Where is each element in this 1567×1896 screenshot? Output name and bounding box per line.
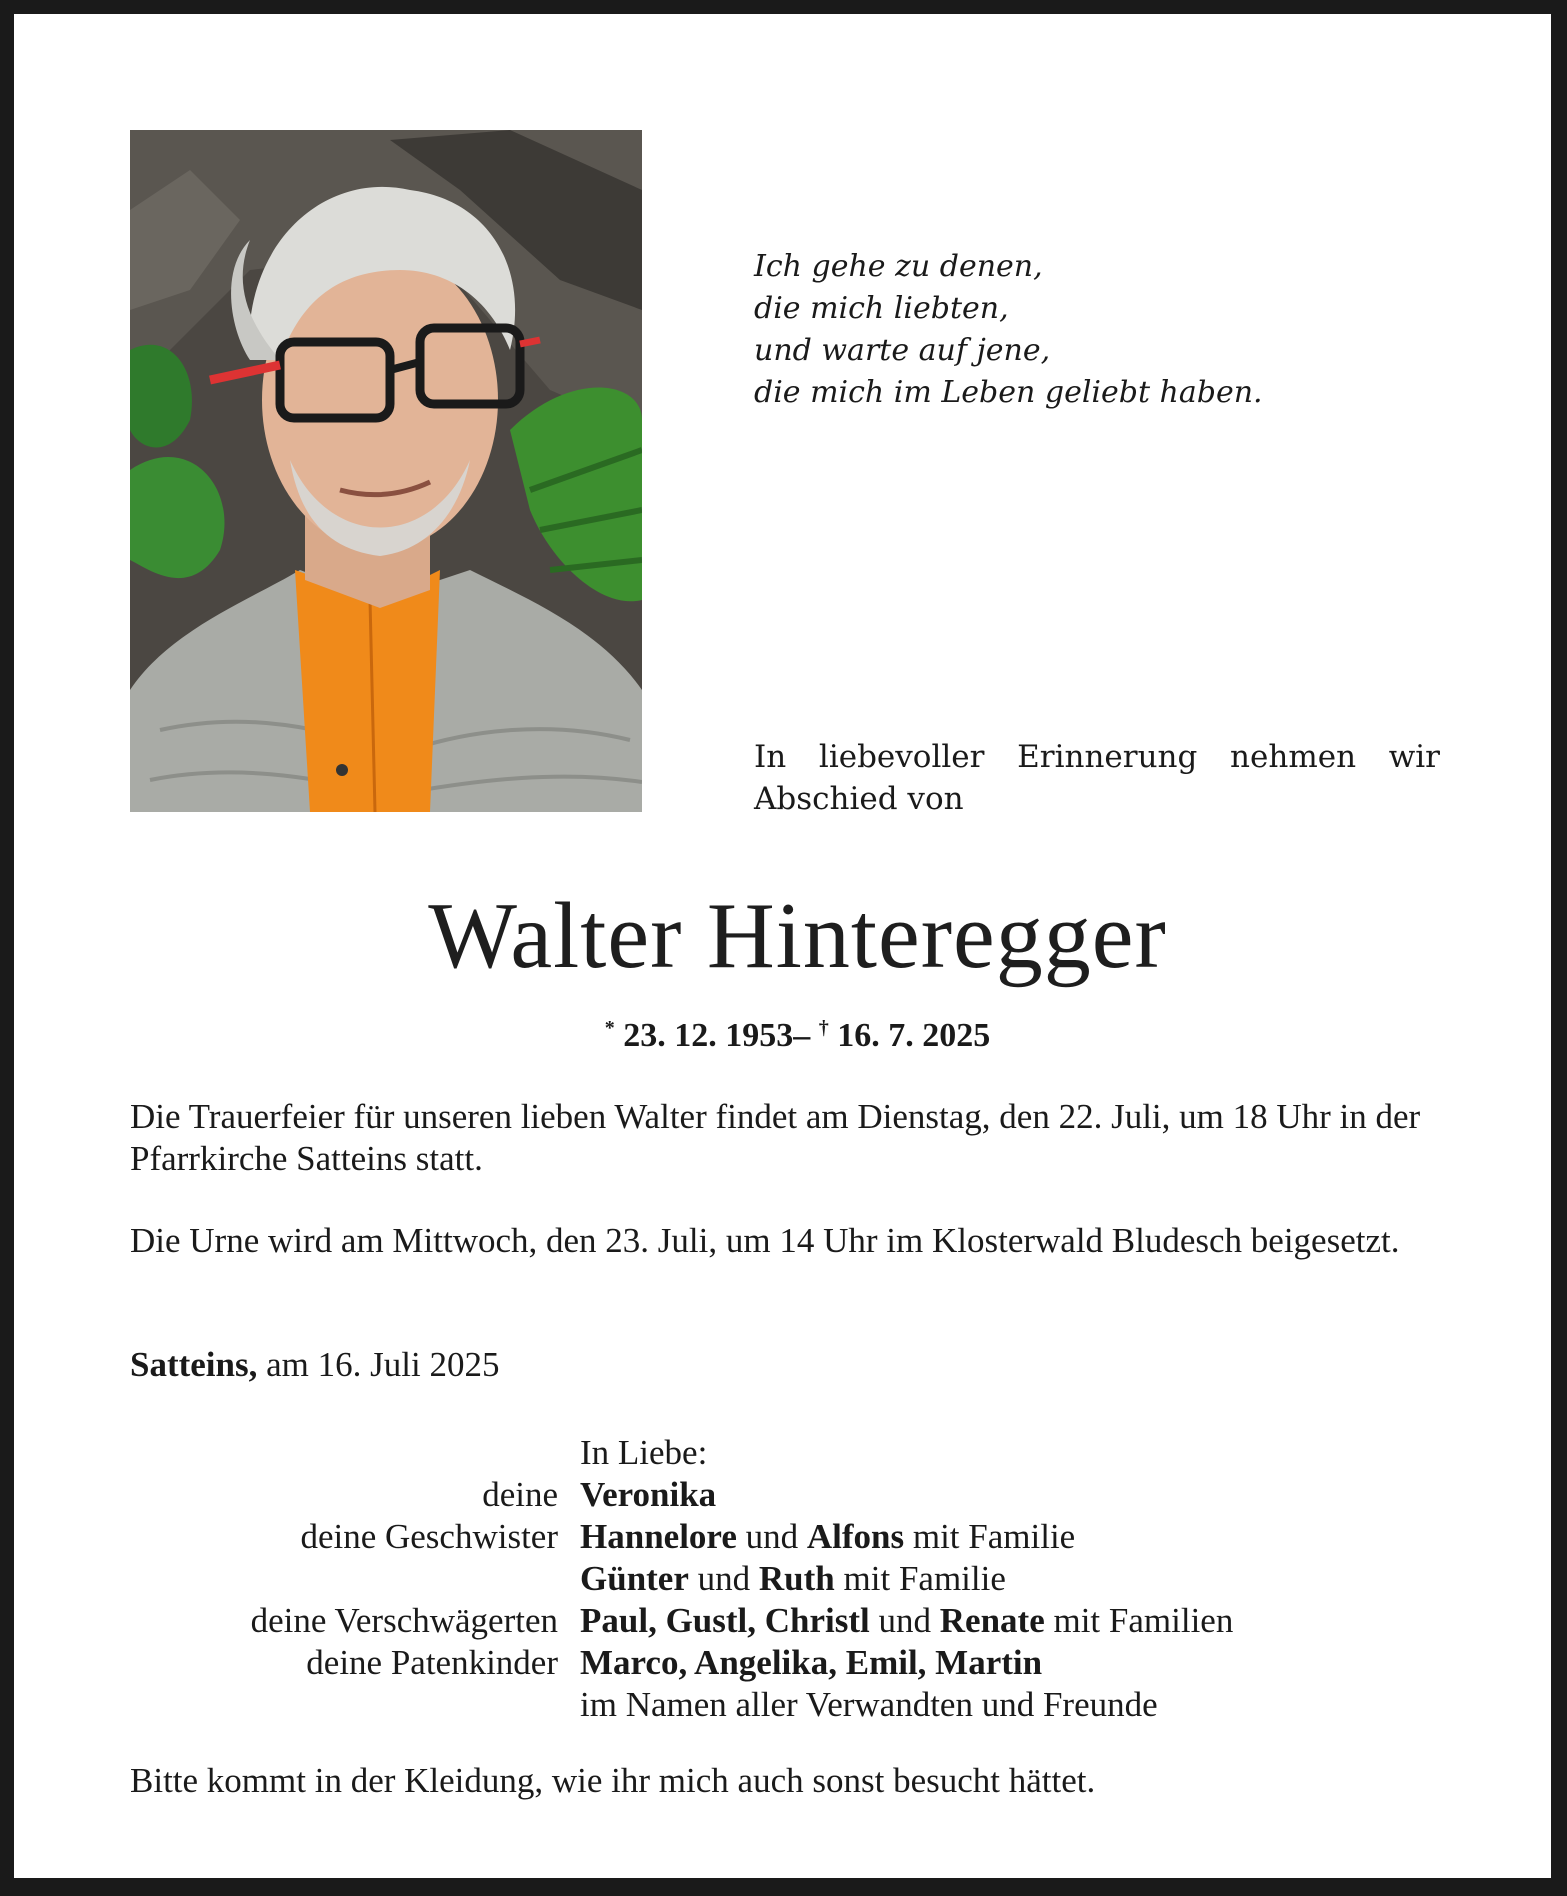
- family-relation: [130, 1684, 580, 1726]
- poem-line: die mich im Leben geliebt haben.: [754, 375, 1263, 410]
- family-connector-text: mit Familie: [904, 1517, 1076, 1556]
- family-member-name: Hannelore: [580, 1517, 737, 1556]
- family-row: [130, 1474, 1430, 1516]
- deceased-name: Walter Hinteregger: [428, 884, 1167, 988]
- family-members: [580, 1516, 1075, 1558]
- family-connector-text: mit Familien: [1044, 1601, 1234, 1640]
- family-members: [580, 1642, 1042, 1684]
- family-row: [130, 1642, 1430, 1684]
- family-member-name: Alfons: [806, 1517, 905, 1556]
- poem-line: Ich gehe zu denen,: [754, 249, 1043, 284]
- family-relation: deine Geschwister: [300, 1517, 558, 1556]
- date-separator: –: [793, 1017, 811, 1054]
- family-connector-text: im Namen aller Verwandten und Freunde: [580, 1685, 1158, 1724]
- family-connector-text: mit Familie: [834, 1559, 1006, 1598]
- family-row: [130, 1684, 1430, 1726]
- place-date: [130, 1344, 1440, 1386]
- family-row: [130, 1600, 1430, 1642]
- portrait-image: [130, 130, 642, 812]
- notice-date: am 16. Juli 2025: [266, 1345, 500, 1384]
- family-member-name: Ruth: [758, 1559, 835, 1598]
- death-date: 16. 7. 2025: [837, 1017, 991, 1054]
- portrait-photo: [130, 130, 642, 812]
- family-members: [580, 1684, 1158, 1726]
- family-relation: [130, 1558, 580, 1600]
- family-member-name: Veronika: [580, 1475, 717, 1514]
- family-connector-text: und: [736, 1517, 807, 1556]
- closing-note: Bitte kommt in der Kleidung, wie ihr mich auch sonst besucht hättet.: [130, 1761, 1096, 1800]
- death-symbol: †: [818, 1017, 829, 1039]
- family-member-name: Günter: [580, 1559, 689, 1598]
- family-members: [580, 1474, 716, 1516]
- family-members: [580, 1558, 1006, 1600]
- birth-symbol: *: [604, 1017, 615, 1039]
- family-heading-row: [130, 1432, 1430, 1474]
- urn-paragraph: Die Urne wird am Mittwoch, den 23. Juli, um 14 Uhr im Klosterwald Bludesch beigesetzt.: [130, 1221, 1400, 1260]
- family-member-name: Renate: [939, 1601, 1045, 1640]
- family-members: [580, 1600, 1233, 1642]
- family-member-name: Marco, Angelika, Emil, Martin: [580, 1643, 1043, 1682]
- poem-line: die mich liebten,: [754, 291, 1009, 326]
- family-list: [130, 1432, 1430, 1726]
- family-relation: deine Verschwägerten: [250, 1601, 558, 1640]
- family-relation: deine Patenkinder: [306, 1643, 558, 1682]
- family-connector-text: und: [688, 1559, 759, 1598]
- family-heading: In Liebe:: [580, 1433, 708, 1472]
- memorial-poem: [754, 246, 1263, 414]
- place-name: Satteins,: [130, 1345, 258, 1384]
- obituary-page: [14, 14, 1551, 1878]
- funeral-paragraph: Die Trauerfeier für unseren lieben Walter findet am Dienstag, den 22. Juli, um 18 Uhr in der Pfarrkirche Satteins statt.: [130, 1097, 1421, 1178]
- family-member-name: Paul, Gustl, Christl: [580, 1601, 870, 1640]
- poem-line: und warte auf jene,: [754, 333, 1051, 368]
- life-dates: [14, 1008, 1551, 1056]
- intro-text: In liebevoller Erinnerung nehmen wir Abschied von: [754, 739, 1440, 817]
- family-row: [130, 1516, 1430, 1558]
- family-row: [130, 1558, 1430, 1600]
- family-relation: deine: [482, 1475, 558, 1514]
- family-connector-text: und: [869, 1601, 940, 1640]
- birth-date: 23. 12. 1953: [623, 1017, 794, 1054]
